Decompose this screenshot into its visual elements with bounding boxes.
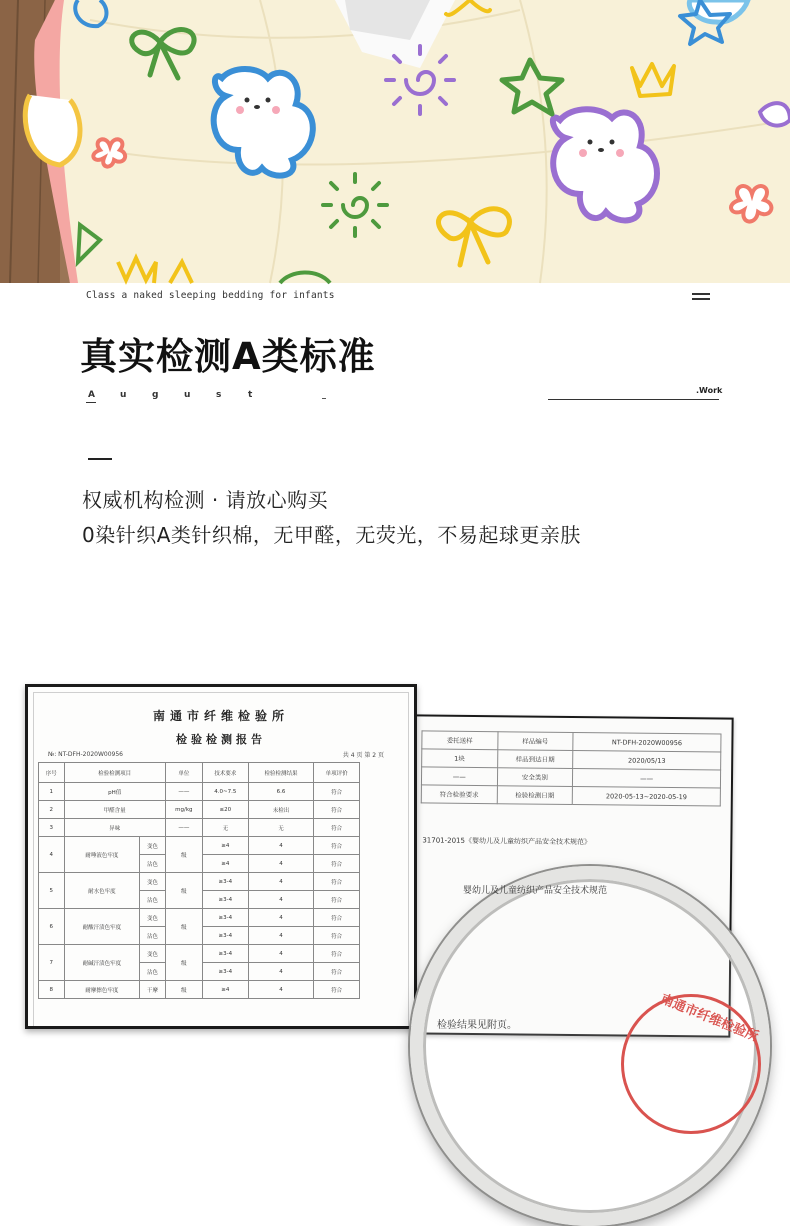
table-cell: 级 — [165, 909, 202, 945]
table-cell: 符合 — [314, 783, 360, 801]
column-header: 单位 — [165, 763, 202, 783]
hero-photo — [0, 0, 790, 283]
menu-icon — [692, 293, 710, 301]
table-row — [39, 801, 360, 819]
work-label: .Work — [696, 386, 723, 395]
table-cell: 级 — [165, 981, 202, 999]
table-cell: 符合 — [314, 837, 360, 855]
table-cell: 级 — [165, 837, 202, 873]
table-cell: 4.0~7.5 — [202, 783, 248, 801]
table-row — [39, 909, 360, 927]
table-cell: 4 — [248, 963, 314, 981]
table-cell: 4 — [248, 891, 314, 909]
table-cell: 符合 — [314, 891, 360, 909]
month-letter: t — [248, 390, 253, 400]
report-page: 共 4 页 第 2 页 — [342, 752, 384, 759]
table-cell: 沾色 — [140, 927, 166, 945]
table-row — [39, 945, 360, 963]
table-cell: 安全类别 — [497, 768, 573, 787]
table-cell: 沾色 — [140, 855, 166, 873]
table-cell: 沾色 — [140, 963, 166, 981]
column-header: 检验检测项目 — [64, 763, 165, 783]
description-line-1: 权威机构检测 · 请放心购买 — [82, 488, 329, 512]
table-row — [39, 819, 360, 837]
table-cell: 耐唾液色牢度 — [64, 837, 140, 873]
table-cell: 1块 — [422, 749, 498, 768]
table-cell: 未检出 — [248, 801, 314, 819]
table-cell: 4 — [248, 837, 314, 855]
table-cell: —— — [165, 783, 202, 801]
table-cell: 耐酸汗渍色牢度 — [64, 909, 140, 945]
description-line-2: 0染针织A类针织棉，无甲醛，无荧光，不易起球更亲肤 — [82, 523, 581, 547]
column-header: 单项评价 — [314, 763, 360, 783]
table-cell: ≥4 — [202, 981, 248, 999]
table-cell: 变色 — [140, 909, 166, 927]
table-cell: 4 — [248, 927, 314, 945]
table-cell: mg/kg — [165, 801, 202, 819]
table-cell: 6 — [39, 909, 65, 945]
table-cell: 变色 — [140, 837, 166, 855]
official-seal — [621, 991, 761, 1134]
column-header: 序号 — [39, 763, 65, 783]
table-cell: 3 — [39, 819, 65, 837]
report-table — [38, 762, 360, 999]
table-cell: ≥3-4 — [202, 945, 248, 963]
quilt-illustration — [0, 0, 790, 283]
table-cell: NT-DFH-2020W00956 — [573, 733, 721, 753]
table-cell: 样品到达日期 — [497, 750, 573, 769]
work-divider — [548, 399, 719, 400]
table-cell: 5 — [39, 873, 65, 909]
column-header: 检验检测结果 — [248, 763, 314, 783]
table-cell: 符合 — [314, 945, 360, 963]
table-cell: ≥3-4 — [202, 891, 248, 909]
table-cell: 耐摩擦色牢度 — [64, 981, 140, 999]
table-cell: 符合 — [314, 909, 360, 927]
table-cell: ≥3-4 — [202, 927, 248, 945]
table-cell: —— — [165, 819, 202, 837]
standard-reference: 31701-2015《婴幼儿及儿童纺织产品安全技术规范》 — [422, 836, 592, 847]
table-cell: 6.6 — [248, 783, 314, 801]
table-cell: 耐水色牢度 — [64, 873, 140, 909]
report-number: №: NT-DFH-2020W00956 — [48, 751, 123, 758]
table-cell: ≤20 — [202, 801, 248, 819]
table-cell: 检验检测日期 — [497, 786, 573, 805]
table-cell: 沾色 — [140, 891, 166, 909]
table-cell: 符合 — [314, 927, 360, 945]
table-cell: 干摩 — [140, 981, 166, 999]
table-cell: ≥4 — [202, 855, 248, 873]
table-cell: ≥3-4 — [202, 873, 248, 891]
table-cell: 样品编号 — [497, 732, 573, 751]
table-cell: 4 — [248, 873, 314, 891]
table-cell: ≥4 — [202, 837, 248, 855]
table-cell: 无 — [248, 819, 314, 837]
result-note: 检验结果见附页。 — [437, 1020, 517, 1031]
table-cell: 耐碱汗渍色牢度 — [64, 945, 140, 981]
table-cell: 4 — [248, 945, 314, 963]
table-cell: ≥3-4 — [202, 963, 248, 981]
table-cell: 符合 — [314, 963, 360, 981]
table-row — [421, 785, 720, 806]
column-header: 技术要求 — [202, 763, 248, 783]
table-cell: 4 — [248, 981, 314, 999]
table-cell: 符合 — [314, 819, 360, 837]
table-cell: 无 — [202, 819, 248, 837]
table-cell: —— — [573, 769, 721, 789]
section-dash — [88, 458, 112, 460]
report-back-table — [421, 730, 722, 806]
table-cell: 级 — [165, 945, 202, 981]
table-row — [39, 783, 360, 801]
table-cell: 符合检验要求 — [421, 785, 497, 804]
table-row — [39, 981, 360, 999]
month-letter: s — [216, 390, 222, 400]
table-cell: ≥3-4 — [202, 909, 248, 927]
table-cell: 2 — [39, 801, 65, 819]
magnifying-glass — [410, 866, 770, 1226]
table-row — [39, 837, 360, 855]
table-header-row — [39, 763, 360, 783]
month-letter: u — [120, 390, 127, 400]
table-cell: —— — [421, 767, 497, 786]
magnified-standard: 婴幼儿及儿童纺织产品安全技术规范 — [463, 886, 608, 896]
report-subtitle: 检验检测报告 — [176, 733, 266, 746]
month-letters — [88, 390, 280, 400]
table-cell: 4 — [39, 837, 65, 873]
table-cell: 级 — [165, 873, 202, 909]
table-cell: 8 — [39, 981, 65, 999]
table-cell: 变色 — [140, 873, 166, 891]
table-cell: 4 — [248, 909, 314, 927]
table-row — [39, 873, 360, 891]
month-dot — [322, 398, 326, 399]
table-cell: 1 — [39, 783, 65, 801]
table-cell: 4 — [248, 855, 314, 873]
month-letter: u — [184, 390, 191, 400]
seal-text: 南通市纤维检验所 — [658, 991, 761, 1045]
table-cell: 符合 — [314, 873, 360, 891]
table-cell: 7 — [39, 945, 65, 981]
table-cell: pH值 — [64, 783, 165, 801]
certificate-photo — [0, 670, 790, 1045]
table-cell: 2020-05-13~2020-05-19 — [572, 787, 720, 807]
table-cell: 符合 — [314, 855, 360, 873]
table-cell: 异味 — [64, 819, 165, 837]
page-title: 真实检测A类标准 — [80, 335, 376, 378]
month-letter: g — [152, 390, 159, 400]
table-cell: 甲醛含量 — [64, 801, 165, 819]
table-cell: 变色 — [140, 945, 166, 963]
report-front-page — [25, 684, 417, 1029]
report-institution: 南通市纤维检验所 — [152, 709, 289, 723]
table-cell: 委托送样 — [422, 731, 498, 750]
english-caption: Class a naked sleeping bedding for infants — [86, 290, 335, 301]
month-letter: A — [88, 390, 95, 400]
month-underline — [86, 402, 96, 403]
table-cell: 符合 — [314, 981, 360, 999]
table-cell: 符合 — [314, 801, 360, 819]
table-cell: 2020/05/13 — [573, 751, 721, 771]
